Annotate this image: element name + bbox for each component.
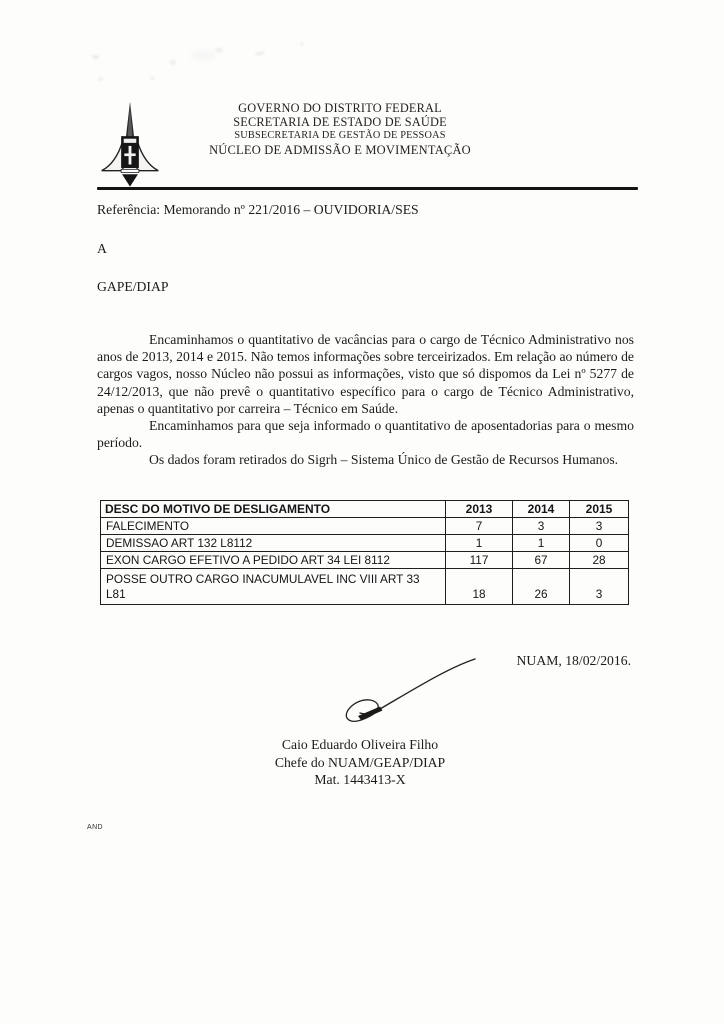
signer-registration: Mat. 1443413-X (314, 772, 406, 787)
signature-block (180, 736, 540, 789)
cell-value: 1 (446, 535, 513, 552)
row-desc: EXON CARGO EFETIVO A PEDIDO ART 34 LEI 8112 (101, 552, 446, 569)
cell-value: 7 (446, 518, 513, 535)
handwritten-signature (328, 648, 480, 732)
vacancy-table (100, 500, 629, 605)
row-desc: DEMISSAO ART 132 L8112 (101, 535, 446, 552)
scan-smudge (170, 60, 176, 65)
row-desc-text: POSSE OUTRO CARGO INACUMULAVEL INC VIII ART 33 L81 (106, 571, 420, 601)
table-row (101, 518, 629, 535)
gdf-coat-of-arms-icon (99, 99, 161, 191)
org-line: NÚCLEO DE ADMISSÃO E MOVIMENTAÇÃO (209, 143, 471, 157)
cell-value: 117 (446, 552, 513, 569)
table-row (101, 569, 629, 605)
table-row (101, 535, 629, 552)
signer-role: Chefe do NUAM/GEAP/DIAP (274, 754, 446, 770)
scan-smudge (98, 77, 103, 81)
footer-initials: AND (87, 824, 103, 831)
addressee-salutation: A (97, 241, 107, 256)
date-line: NUAM, 18/02/2016. (516, 653, 631, 668)
cell-value: 67 (513, 552, 570, 569)
org-line: SUBSECRETARIA DE GESTÃO DE PESSOAS (234, 130, 446, 141)
addressee-recipient: GAPE/DIAP (97, 279, 169, 294)
col-header-2015: 2015 (570, 501, 629, 518)
memo-body (97, 331, 634, 469)
cell-value: 1 (513, 535, 570, 552)
org-line: GOVERNO DO DISTRITO FEDERAL (238, 101, 442, 115)
scan-smudge (190, 50, 216, 60)
letterhead (165, 101, 515, 157)
header-rule (97, 187, 638, 190)
cell-value: 28 (570, 552, 629, 569)
table-row (101, 552, 629, 569)
cell-value: 26 (513, 569, 570, 605)
col-header-2014: 2014 (513, 501, 570, 518)
paragraph: Os dados foram retirados do Sigrh – Sistema Único de Gestão de Recursos Humanos. (149, 452, 619, 468)
scan-smudge (150, 76, 155, 80)
scan-smudge (255, 51, 265, 56)
scan-smudge (92, 55, 99, 59)
row-desc (101, 569, 446, 605)
paragraph: Encaminhamos o quantitativo de vacâncias para o cargo de Técnico Administrativo nos anos de 2013, 2014 e 2015. Não temos informações sobre terceirizados. Em relação ao número de cargos vagos, nosso Núcleo não possui as informações, visto que só dispomos da Lei nº 5277 de 24/12/2013, que não prevê o quantitativo específico para o cargo de Técnico Administrativo, apenas o quantitativo por carreira – Técnico em Saúde. (97, 332, 634, 416)
scan-smudge (215, 48, 223, 52)
cell-value: 3 (570, 569, 629, 605)
col-header-desc: DESC DO MOTIVO DE DESLIGAMENTO (101, 501, 446, 518)
cell-value: 3 (570, 518, 629, 535)
row-desc: FALECIMENTO (101, 518, 446, 535)
cell-value: 0 (570, 535, 629, 552)
table-header-row (101, 501, 629, 518)
reference-line: Referência: Memorando nº 221/2016 – OUVIDORIA/SES (97, 202, 419, 217)
col-header-2013: 2013 (446, 501, 513, 518)
cell-value: 18 (446, 569, 513, 605)
signer-name: Caio Eduardo Oliveira Filho (281, 737, 439, 752)
scan-smudge (300, 42, 304, 46)
cell-value: 3 (513, 518, 570, 535)
paragraph: Encaminhamos para que seja informado o quantitativo de aposentadorias para o mesmo período. (97, 418, 634, 451)
org-line: SECRETARIA DE ESTADO DE SAÚDE (233, 115, 447, 129)
